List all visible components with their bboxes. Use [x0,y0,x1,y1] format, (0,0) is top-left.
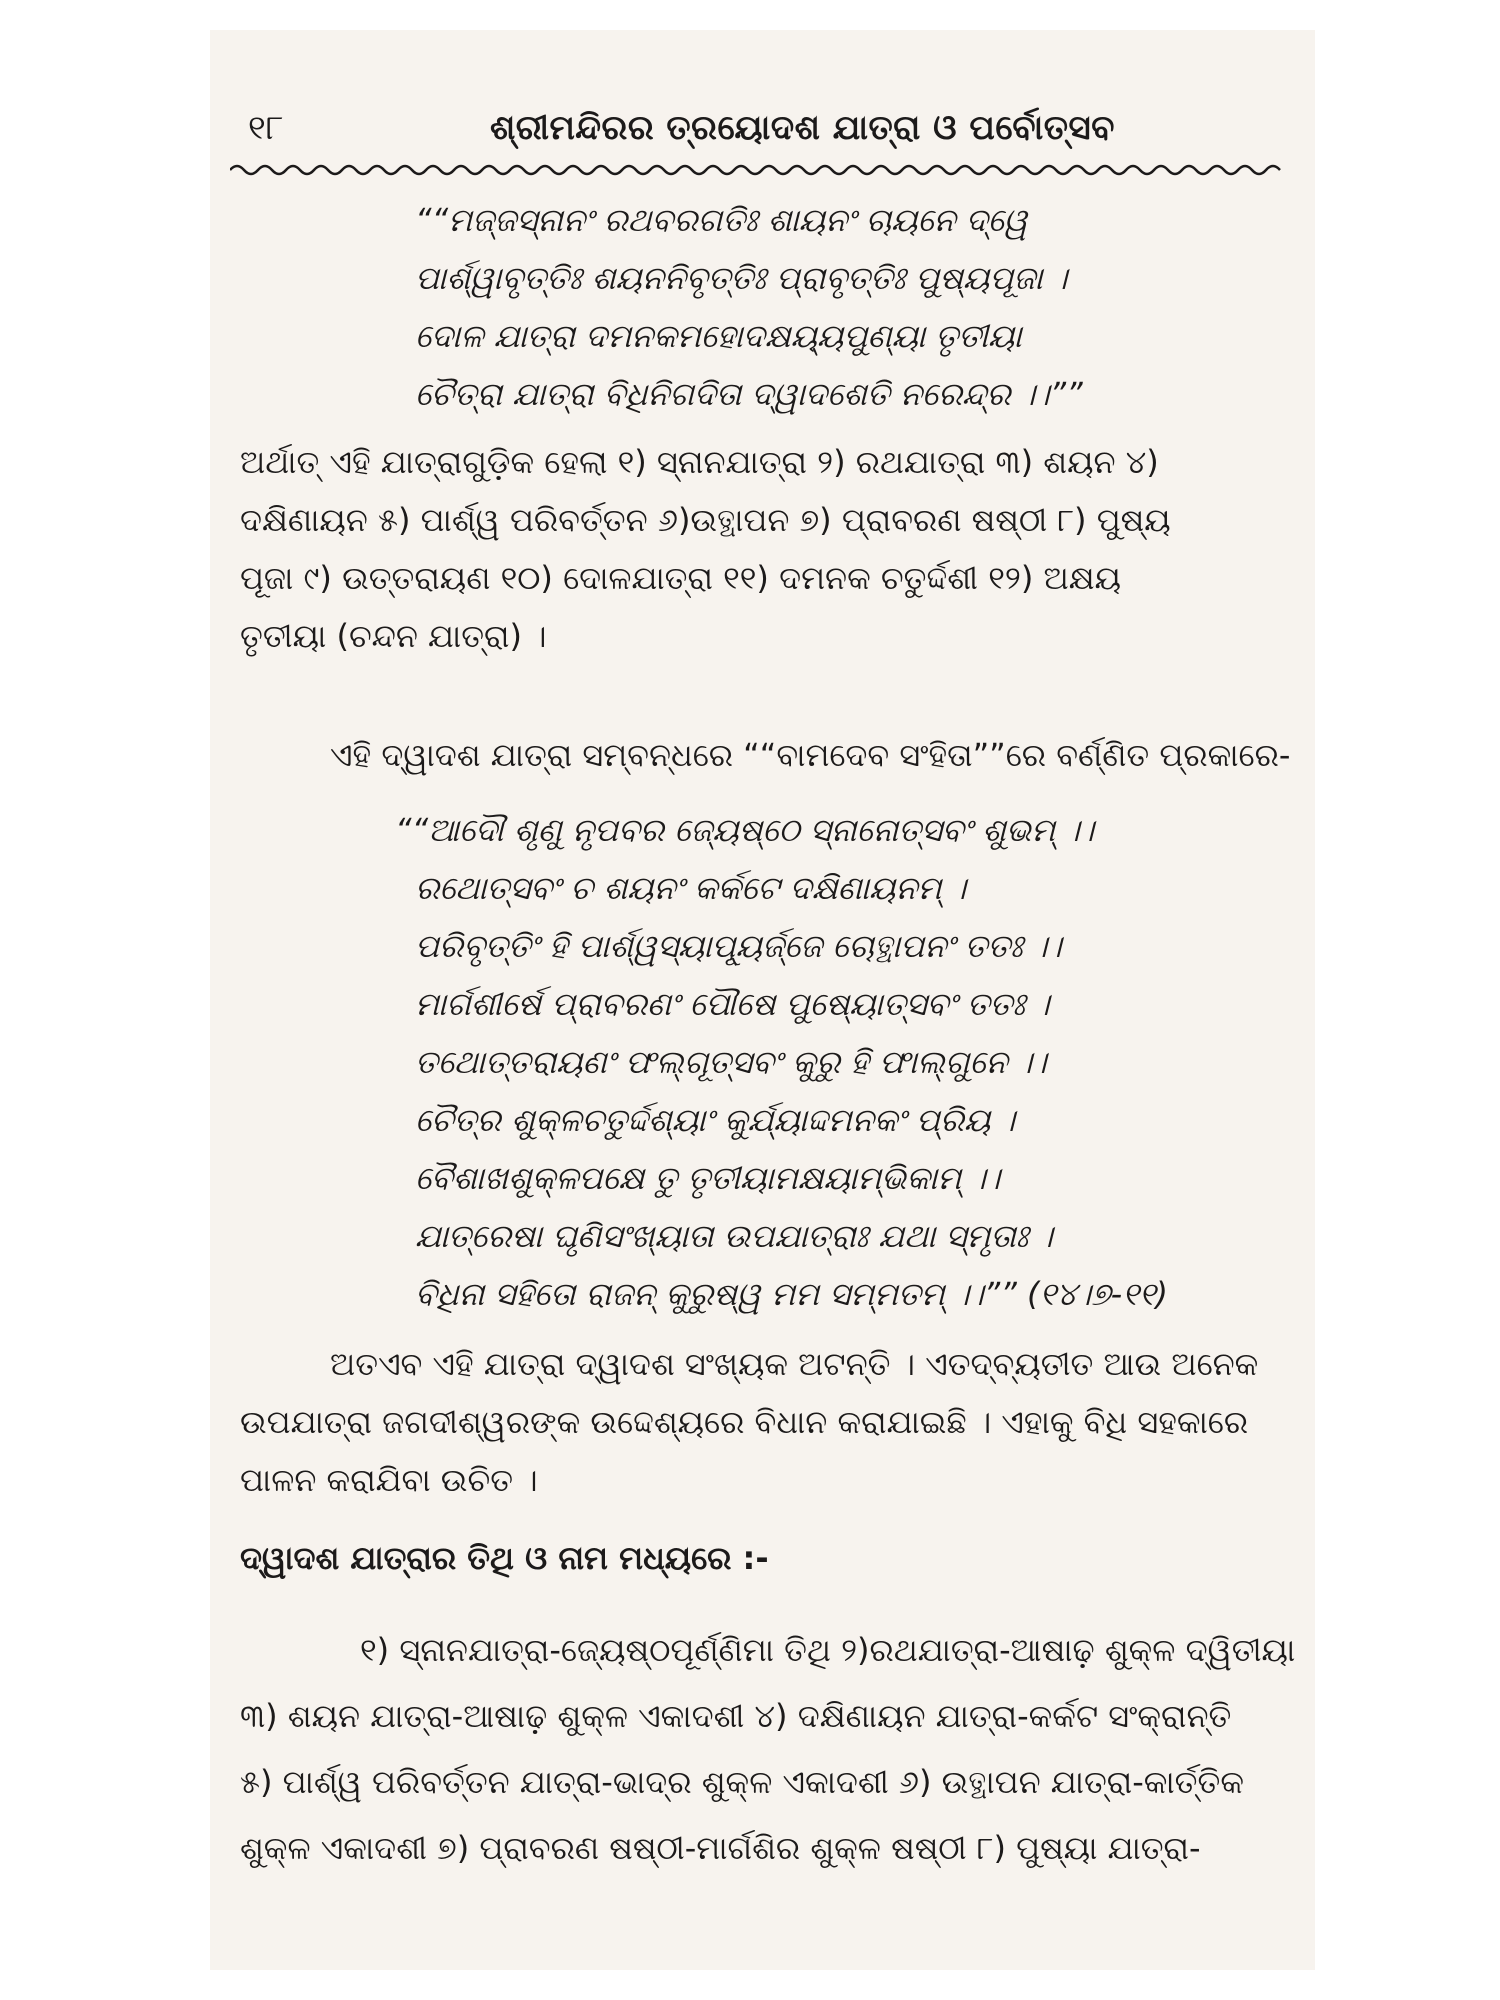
book-page [210,30,1315,1970]
verse-line: ଚୈତ୍ରା ଯାତ୍ରା ବିଧିନିଗଦିତା ଦ୍ୱାଦଶେତି ନରେନ୍ଦ୍ର ।।”” [415,375,1083,413]
list-line: ୫) ପାର୍ଶ୍ୱ ପରିବର୍ତ୍ତନ ଯାତ୍ରା-ଭାଦ୍ର ଶୁକ୍ଳ ଏକାଦଶୀ ୬) ଉତ୍ଥାପନ ଯାତ୍ରା-କାର୍ତ୍ତିକ [240,1763,1244,1801]
section-heading: ଦ୍ୱାଦଶ ଯାତ୍ରାର ତିଥି ଓ ନାମ ମଧ୍ୟରେ :- [240,1539,769,1577]
text-line: ପୂଜା ୯) ଉତ୍ତରାୟଣ ୧୦) ଦୋଳଯାତ୍ରା ୧୧) ଦମନକ ଚତୁର୍ଦ୍ଦଶୀ ୧୨) ଅକ୍ଷୟ [240,559,1121,597]
verse-line: ରଥୋତ୍ସବଂ ଚ ଶୟନଂ କର୍କଟେ ଦକ୍ଷିଣାୟନମ୍ । [415,869,966,907]
list-line: ୩) ଶୟନ ଯାତ୍ରା-ଆଷାଢ଼ ଶୁକ୍ଳ ଏକାଦଶୀ ୪) ଦକ୍ଷିଣାୟନ ଯାତ୍ରା-କର୍କଟ ସଂକ୍ରାନ୍ତି [240,1697,1232,1735]
text-line: ଅର୍ଥାତ୍ ଏହି ଯାତ୍ରାଗୁଡ଼ିକ ହେଲା ୧) ସ୍ନାନଯାତ୍ରା ୨) ରଥଯାତ୍ରା ୩) ଶୟନ ୪) [240,443,1159,481]
text-line: ତୃତୀୟା (ଚନ୍ଦନ ଯାତ୍ରା) । [240,617,547,655]
verse-line: ଚୈତ୍ର ଶୁକ୍ଳଚତୁର୍ଦ୍ଦଶ୍ୟାଂ କୁର୍ଯ୍ୟାଦ୍ଦମନକଂ ପ୍ରିୟ । [415,1101,1015,1139]
verse-line: ““ଆଦୌ ଶୃଣୁ ନୃପବର ଜ୍ୟେଷ୍ଠେ ସ୍ନାନୋତ୍ସବଂ ଶୁଭମ୍ ।। [395,811,1095,849]
wavy-divider [230,162,1290,178]
verse-line: ଯାତ୍ରେଷା ଘୃଣିସଂଖ୍ୟାତା ଉପଯାତ୍ରାଃ ଯଥା ସ୍ମୃତାଃ । [415,1217,1053,1255]
verse-line: ମାର୍ଗଶୀର୍ଷେ ପ୍ରାବରଣଂ ପୌଷେ ପୁଷ୍ୟୋତ୍ସବଂ ତତଃ । [415,985,1050,1023]
text-line: ପାଳନ କରାଯିବା ଉଚିତ । [240,1461,538,1499]
text-line: ଦକ୍ଷିଣାୟନ ୫) ପାର୍ଶ୍ୱ ପରିବର୍ତ୍ତନ ୬)ଉତ୍ଥାପନ ୭) ପ୍ରାବରଣ ଷଷ୍ଠୀ ୮) ପୁଷ୍ୟ [240,501,1171,539]
page-number: ୧୮ [248,108,284,148]
verse-line: ତଥୋତ୍ତରାୟଣଂ ଫଲ୍‌ଗୂତ୍ସବଂ କୁରୁ ହି ଫାଲ୍‌ଗୁନେ ।। [415,1043,1047,1081]
verse-line: ଦୋଳ ଯାତ୍ରା ଦମନକମହୋଦକ୍ଷୟ୍ୟପୁଣ୍ୟା ତୃତୀୟା [415,317,1022,355]
text-line: ଅତଏବ ଏହି ଯାତ୍ରା ଦ୍ୱାଦଶ ସଂଖ୍ୟକ ଅଟନ୍ତି । ଏତଦ୍‌ବ୍ୟତୀତ ଆଉ ଅନେକ [330,1345,1259,1383]
page-header [240,100,1280,160]
verse-line: ବୈଶାଖଶୁକ୍ଳପକ୍ଷେ ତୁ ତୃତୀୟାମକ୍ଷୟାମ୍ଭିକାମ୍ ।। [415,1159,1001,1197]
text-line: ଉପଯାତ୍ରା ଜଗଦୀଶ୍ୱରଙ୍କ ଉଦ୍ଦେଶ୍ୟରେ ବିଧାନ କରାଯାଇଛି । ଏହାକୁ ବିଧି ସହକାରେ [240,1403,1249,1441]
verse-line: ““ମଜ୍ଜସ୍ନାନଂ ରଥବରଗତିଃ ଶାୟନଂ ଚାୟନେ ଦ୍ୱେ [415,201,1028,239]
list-line: ୧) ସ୍ନାନଯାତ୍ରା-ଜ୍ୟେଷ୍ଠପୂର୍ଣ୍ଣିମା ତିଥି ୨)ରଥଯାତ୍ରା-ଆଷାଢ଼ ଶୁକ୍ଳ ଦ୍ୱିତୀୟା [360,1631,1296,1669]
verse-line: ପାର୍ଶ୍ୱାବୃତ୍ତିଃ ଶୟନନିବୃତ୍ତିଃ ପ୍ରାବୃତ୍ତିଃ ପୁଷ୍ୟପୂଜା । [415,259,1068,297]
text-line: ଏହି ଦ୍ୱାଦଶ ଯାତ୍ରା ସମ୍ବନ୍ଧରେ ““ବାମଦେବ ସଂହିତା””ରେ ବର୍ଣ୍ଣିତ ପ୍ରକାରେ- [330,736,1291,774]
running-title: ଶ୍ରୀମନ୍ଦିରର ତ୍ରୟୋଦଶ ଯାତ୍ରା ଓ ପର୍ବୋତ୍ସବ [490,108,1115,148]
verse-line: ପରିବୃତ୍ତିଂ ହି ପାର୍ଶ୍ୱସ୍ୟାପ୍ୟୂର୍ଜ୍ଜେ ଚୋତ୍ଥାପନଂ ତତଃ ।। [415,927,1062,965]
list-line: ଶୁକ୍ଳ ଏକାଦଶୀ ୭) ପ୍ରାବରଣ ଷଷ୍ଠୀ-ମାର୍ଗଶିର ଶୁକ୍ଳ ଷଷ୍ଠୀ ୮) ପୁଷ୍ୟା ଯାତ୍ରା- [240,1829,1201,1867]
verse-line: ବିଧିନା ସହିତୋ ରାଜନ୍ କୁରୁଷ୍ୱ ମମ ସମ୍ମତମ୍ ।।”” (୧୪।୭-୧୧) [415,1275,1169,1313]
